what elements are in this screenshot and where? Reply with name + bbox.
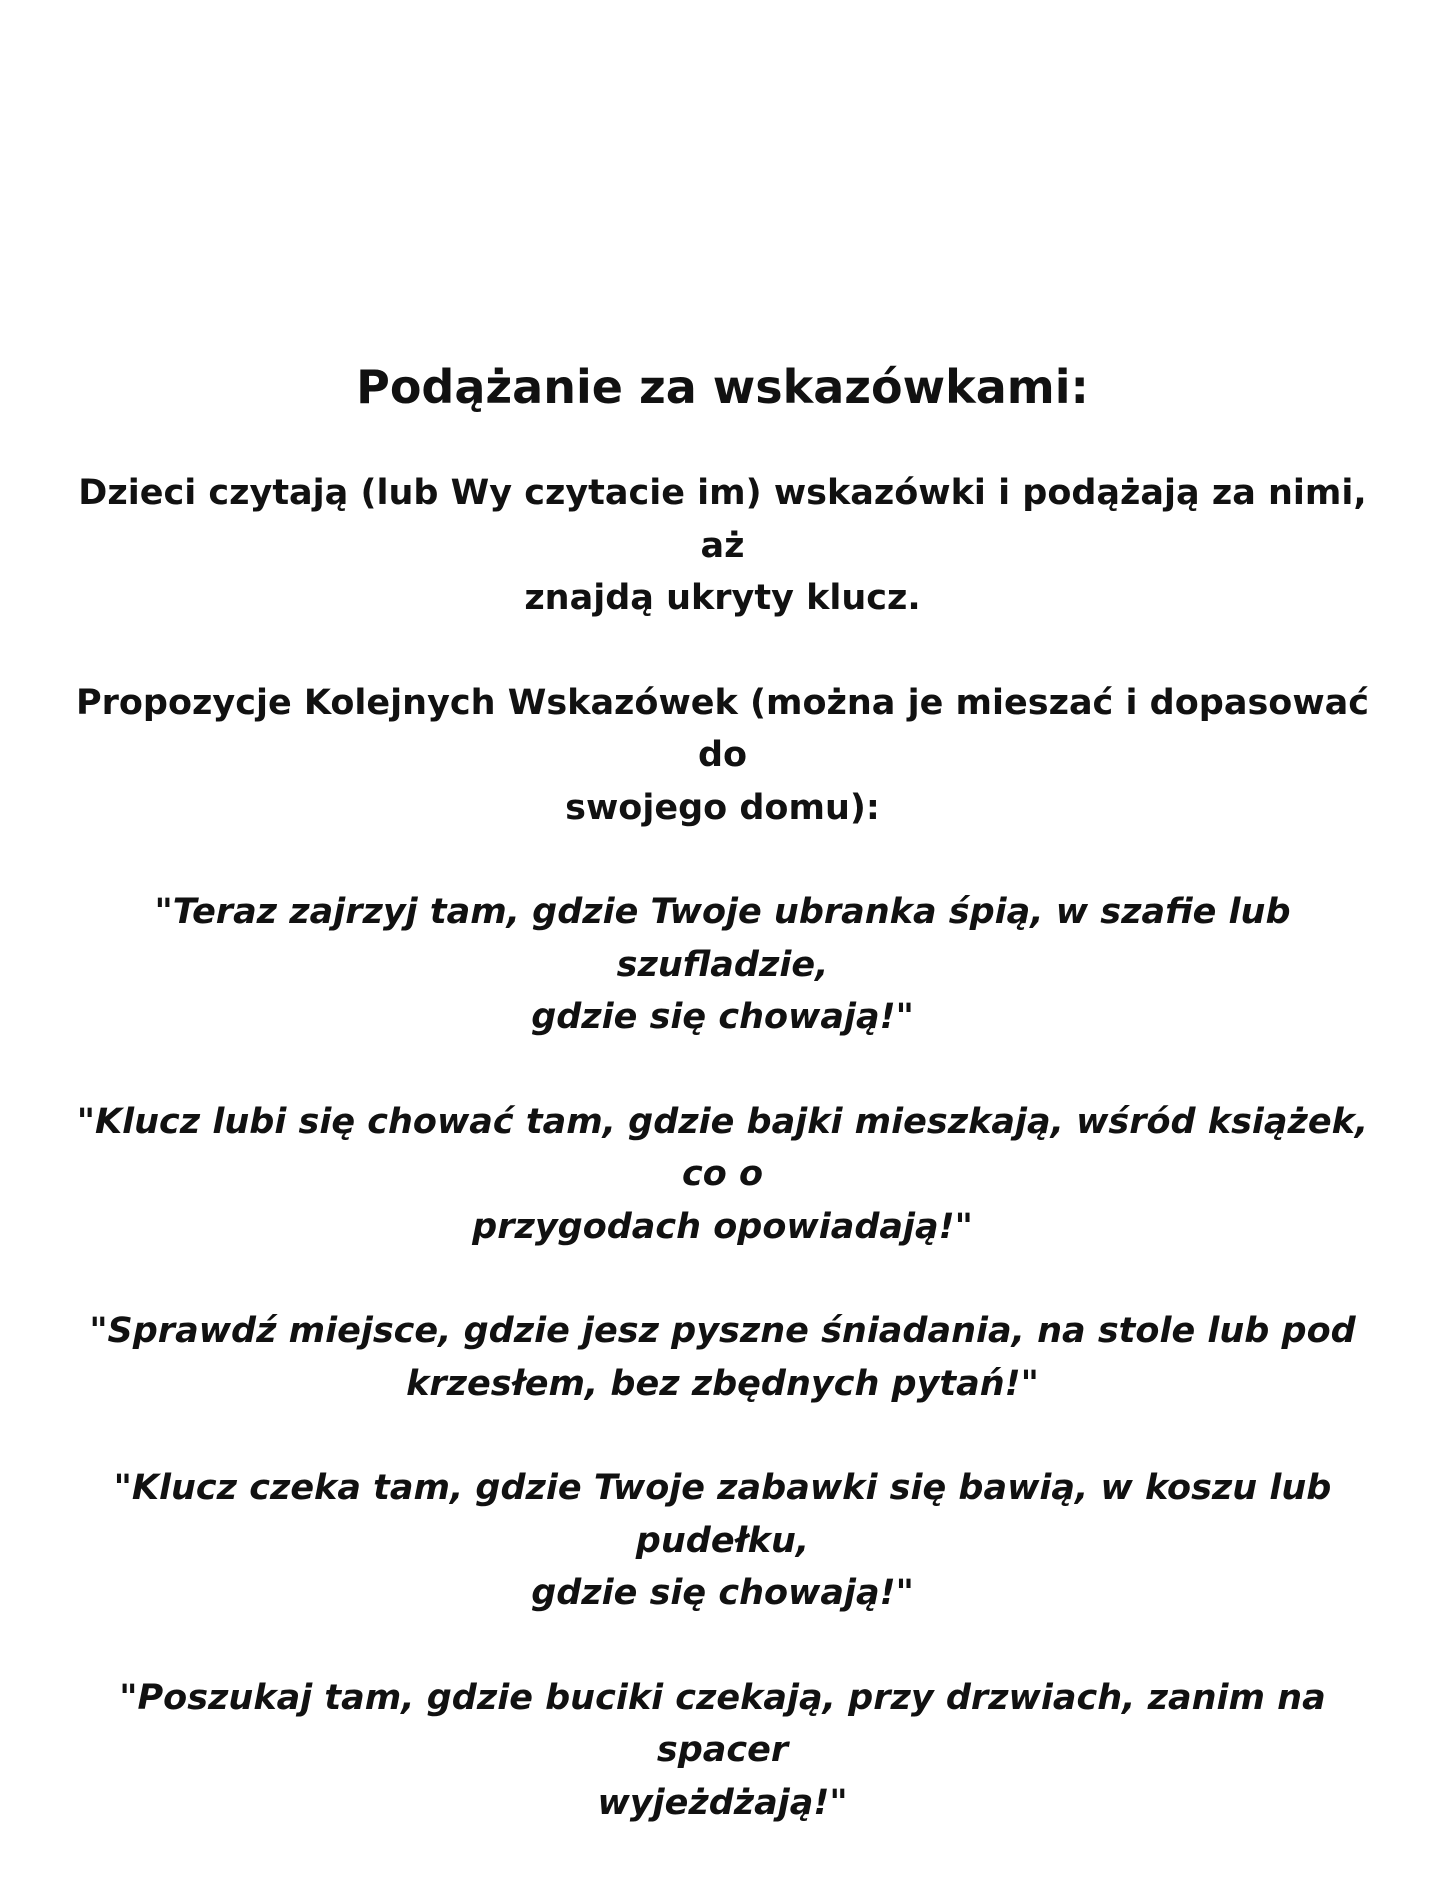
clue-5 <box>53 1672 1393 1830</box>
clue-3-line-1: "Sprawdź miejsce, gdzie jesz pyszne śniadania, na stole lub pod <box>89 1311 1356 1352</box>
proposals-line-2: swojego domu): <box>565 787 880 828</box>
clue-2-line-2: przygodach opowiadają!" <box>472 1206 973 1247</box>
clue-3-line-2: krzesłem, bez zbędnych pytań!" <box>406 1363 1039 1404</box>
clue-4-line-1: "Klucz czeka tam, gdzie Twoje zabawki się bawią, w koszu lub pudełku, <box>113 1468 1332 1561</box>
proposals-line-1: Propozycje Kolejnych Wskazówek (można je mieszać i dopasować do <box>75 682 1370 776</box>
intro-line-1: Dzieci czytają (lub Wy czytacie im) wskazówki i podążają za nimi, aż <box>78 473 1367 566</box>
clue-2-line-1: "Klucz lubi się chować tam, gdzie bajki mieszkają, wśród książek, co o <box>76 1101 1369 1195</box>
document-page <box>0 360 1445 1881</box>
clue-1-line-1: "Teraz zajrzyj tam, gdzie Twoje ubranka śpią, w szafie lub szufladzie, <box>154 892 1291 985</box>
clue-5-line-1: "Poszukaj tam, gdzie buciki czekają, przy drzwiach, zanim na spacer <box>119 1677 1326 1771</box>
intro-line-2: znajdą ukryty klucz. <box>524 578 921 619</box>
clue-4-line-2: gdzie się chowają!" <box>531 1573 914 1614</box>
page-title: Podążanie za wskazówkami: <box>356 360 1089 414</box>
intro-paragraph <box>73 467 1373 625</box>
clue-5-line-2: wyjeżdżają!" <box>597 1782 848 1823</box>
proposals-paragraph <box>73 677 1373 835</box>
clue-2 <box>53 1096 1393 1254</box>
clue-1-line-2: gdzie się chowają!" <box>531 997 914 1038</box>
clue-4 <box>53 1462 1393 1620</box>
clue-1 <box>53 886 1393 1044</box>
clue-3 <box>53 1305 1393 1410</box>
